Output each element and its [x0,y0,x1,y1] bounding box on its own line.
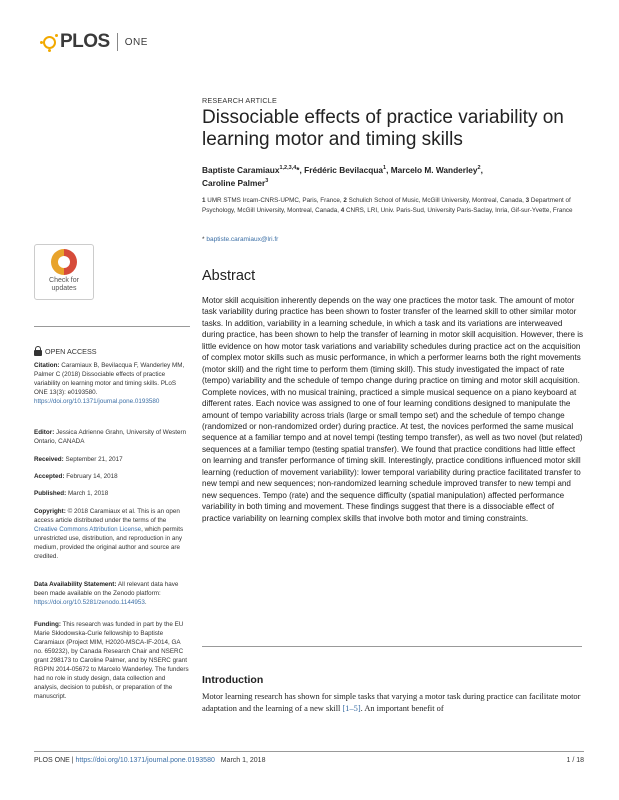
footer-date: March 1, 2018 [220,757,266,764]
editor-label: Editor: [34,429,55,436]
accepted-label: Accepted: [34,473,65,480]
abstract-divider [202,646,582,647]
copyright-block [34,507,190,561]
article-type: RESEARCH ARTICLE [202,96,277,105]
published-label: Published: [34,490,67,497]
crossmark-icon [51,249,77,275]
author-affiliation-marker: 2 [477,165,481,171]
affiliations [202,196,582,215]
footer-left [34,757,265,764]
open-access-label [34,346,97,356]
data-availability-end: . [144,599,147,606]
page-footer [34,757,584,764]
corresponding-author-mark: * [296,164,300,175]
author-affiliation-marker: 3 [265,177,269,184]
footer-doi-link[interactable]: https://doi.org/10.1371/journal.pone.0193580 [75,757,215,764]
received-block [34,455,190,464]
open-access-text: OPEN ACCESS [45,346,97,356]
author-name[interactable]: Caroline Palmer [202,177,266,188]
published-date: March 1, 2018 [67,490,109,497]
received-date: September 21, 2017 [65,456,123,463]
page-number: 1 / 18 [566,757,584,764]
copyright-text-end: , which permits unrestricted use, distribution, and reproduction in any medium, provided the original author and source are credited. [34,526,184,560]
author-name[interactable]: Marcelo M. Wanderley [390,164,478,175]
introduction-text [202,691,582,715]
intro-text-after: . An important benefit of [360,704,444,713]
logo-divider [117,33,118,51]
editor-text: Jessica Adrienne Grahn, University of Western Ontario, CANADA [34,429,187,445]
affiliation-number: 4 [340,206,345,214]
corresponding-email [202,236,278,243]
copyright-label: Copyright: [34,508,66,515]
citation-text: Caramiaux B, Bevilacqua F, Wanderley MM, Palmer C (2018) Dissociable effects of practice variability on learning motor and timing skills. PLoS ONE 13(3): e0193580. [34,362,185,396]
data-availability-block [34,580,190,607]
copyright-text: © 2018 Caramiaux et al. This is an open access article distributed under the terms of the [34,508,180,524]
zenodo-link[interactable]: https://doi.org/10.5281/zenodo.1144953 [34,599,145,606]
affiliation-number: 2 [343,197,347,204]
open-lock-icon [34,346,42,356]
email-star: * [202,236,205,243]
citation-doi-link[interactable]: https://doi.org/10.1371/journal.pone.0193580 [34,398,160,405]
affiliation-number: 1 [202,197,206,204]
affiliation-number: 3 [525,197,530,204]
email-link[interactable]: baptiste.caramiaux@lri.fr [206,236,279,243]
author-affiliation-marker: 1,2,3,4 [279,165,297,171]
data-availability-label: Data Availability Statement: [34,581,117,588]
intro-text-before: Motor learning research has shown for simple tasks that varying a motor task during practice can facilitate motor adaptation and the learning of a new skill [202,692,581,713]
badge-label-line2: updates [51,285,77,292]
affiliation-text: UMR STMS Ircam-CNRS-UPMC, Paris, France, [207,197,342,204]
article-title: Dissociable effects of practice variability on learning motor and timing skills [202,107,564,150]
funding-label: Funding: [34,621,61,628]
citation-link[interactable]: [1–5] [342,704,361,713]
logo-journal: ONE [124,36,148,48]
abstract-heading: Abstract [202,268,256,284]
sidebar-top-divider [34,326,190,327]
data-availability-text: All relevant data have been made available on the Zenodo platform: [34,581,179,597]
author-name[interactable]: Frédéric Bevilacqua [304,164,384,175]
accepted-block [34,472,190,481]
footer-separator: | [71,757,74,764]
funding-block [34,620,190,701]
published-block [34,489,190,498]
footer-journal: PLOS ONE [34,757,70,764]
license-link[interactable]: Creative Commons Attribution License [34,526,142,533]
funding-text: This research was funded in part by the EU Marie Skłodowska-Curie fellowship to Baptiste Caramiaux (Project MIM, H2020-MSCA-IF-2014, GA no. 659232), by Canada Research Chair and NSERC grant 298173 to Caroline Palmer, and by NSERC grant RGPIN 2014-05672 to Marcelo Wanderley. The funders had no role in study design, data collection and analysis, decision to publish, or preparation of the manuscript. [34,621,189,700]
editor-block [34,428,190,446]
author-list: Baptiste Caramiaux$^{1,2,3,4}$*, Frédéric Bevilacqua$^1$, Marcelo M. Wanderley$^2$, Caroline Palmer$^3$ [202,164,483,188]
plos-logo[interactable] [40,31,148,53]
footer-divider [34,751,584,752]
plos-logo-icon [40,33,58,51]
logo-wordmark: PLOS [60,31,110,52]
introduction-heading: Introduction [202,674,264,686]
citation-block [34,361,190,406]
author-affiliation-marker: 1 [383,165,387,171]
affiliation-text: Department of Psychology, McGill University, Montreal, Canada, [202,197,571,214]
received-label: Received: [34,456,64,463]
accepted-date: February 14, 2018 [66,473,118,480]
author-name[interactable]: Baptiste Caramiaux [202,164,280,175]
badge-label-line1: Check for [49,277,79,284]
affiliation-text: Schulich School of Music, McGill University, Montreal, Canada, [348,197,524,204]
citation-label: Citation: [34,362,60,369]
check-for-updates-badge[interactable] [34,244,94,300]
affiliation-text: CNRS, LRI, Univ. Paris-Sud, University Paris-Saclay, Inria, Gif-sur-Yvette, France [345,206,573,214]
abstract-text: Motor skill acquisition inherently depends on the way one practices the motor task. The amount of motor task variability during practice has been shown to foster transfer of the learned skill to other similar motor tasks. In addition, variability in a learning schedule, in which a task and its variations are interweaved during practice, has been shown to help the transfer of learning in motor skill acquisition. However, there is little evidence on how motor task variations and variability schedules during practice act on the acquisition of complex motor skills such as music performance, in which a performer learns both the right movements (motor skill) and the right time to perform them (timing skill). This study investigated the impact of rate (tempo) variability and the schedule of tempo change during practice on timing and motor skill acquisition. Complete novices, with no musical training, practiced a simple musical sequence on a piano keyboard at different rates. Each novice was assigned to one of four learning conditions designed to manipulate the amount of tempo variability across trials (large or small tempo set) and the schedule of tempo change (randomized or non-randomized order) during practice. At test, the novices performed the same musical sequence at a familiar tempo and at novel tempi (testing tempo transfer), as well as two novel (but related) sequences at a familiar tempo (testing spatial transfer). We found that practice conditions had little effect on learning and transfer performance of timing skill. Interestingly, practice conditions influenced motor skill learning (reduction of movement variability): lower temporal variability during practice facilitated transfer to new tempi and new sequences; non-randomized learning schedule improved transfer to new tempi and new sequences. Tempo (rate) and the sequence difficulty (spatial manipulation) affected performance variability in both timing and movement. These findings suggest that there is a dissociable effect of practice variability on learning complex skills that involve both motor and timing constraints. [202,296,584,523]
